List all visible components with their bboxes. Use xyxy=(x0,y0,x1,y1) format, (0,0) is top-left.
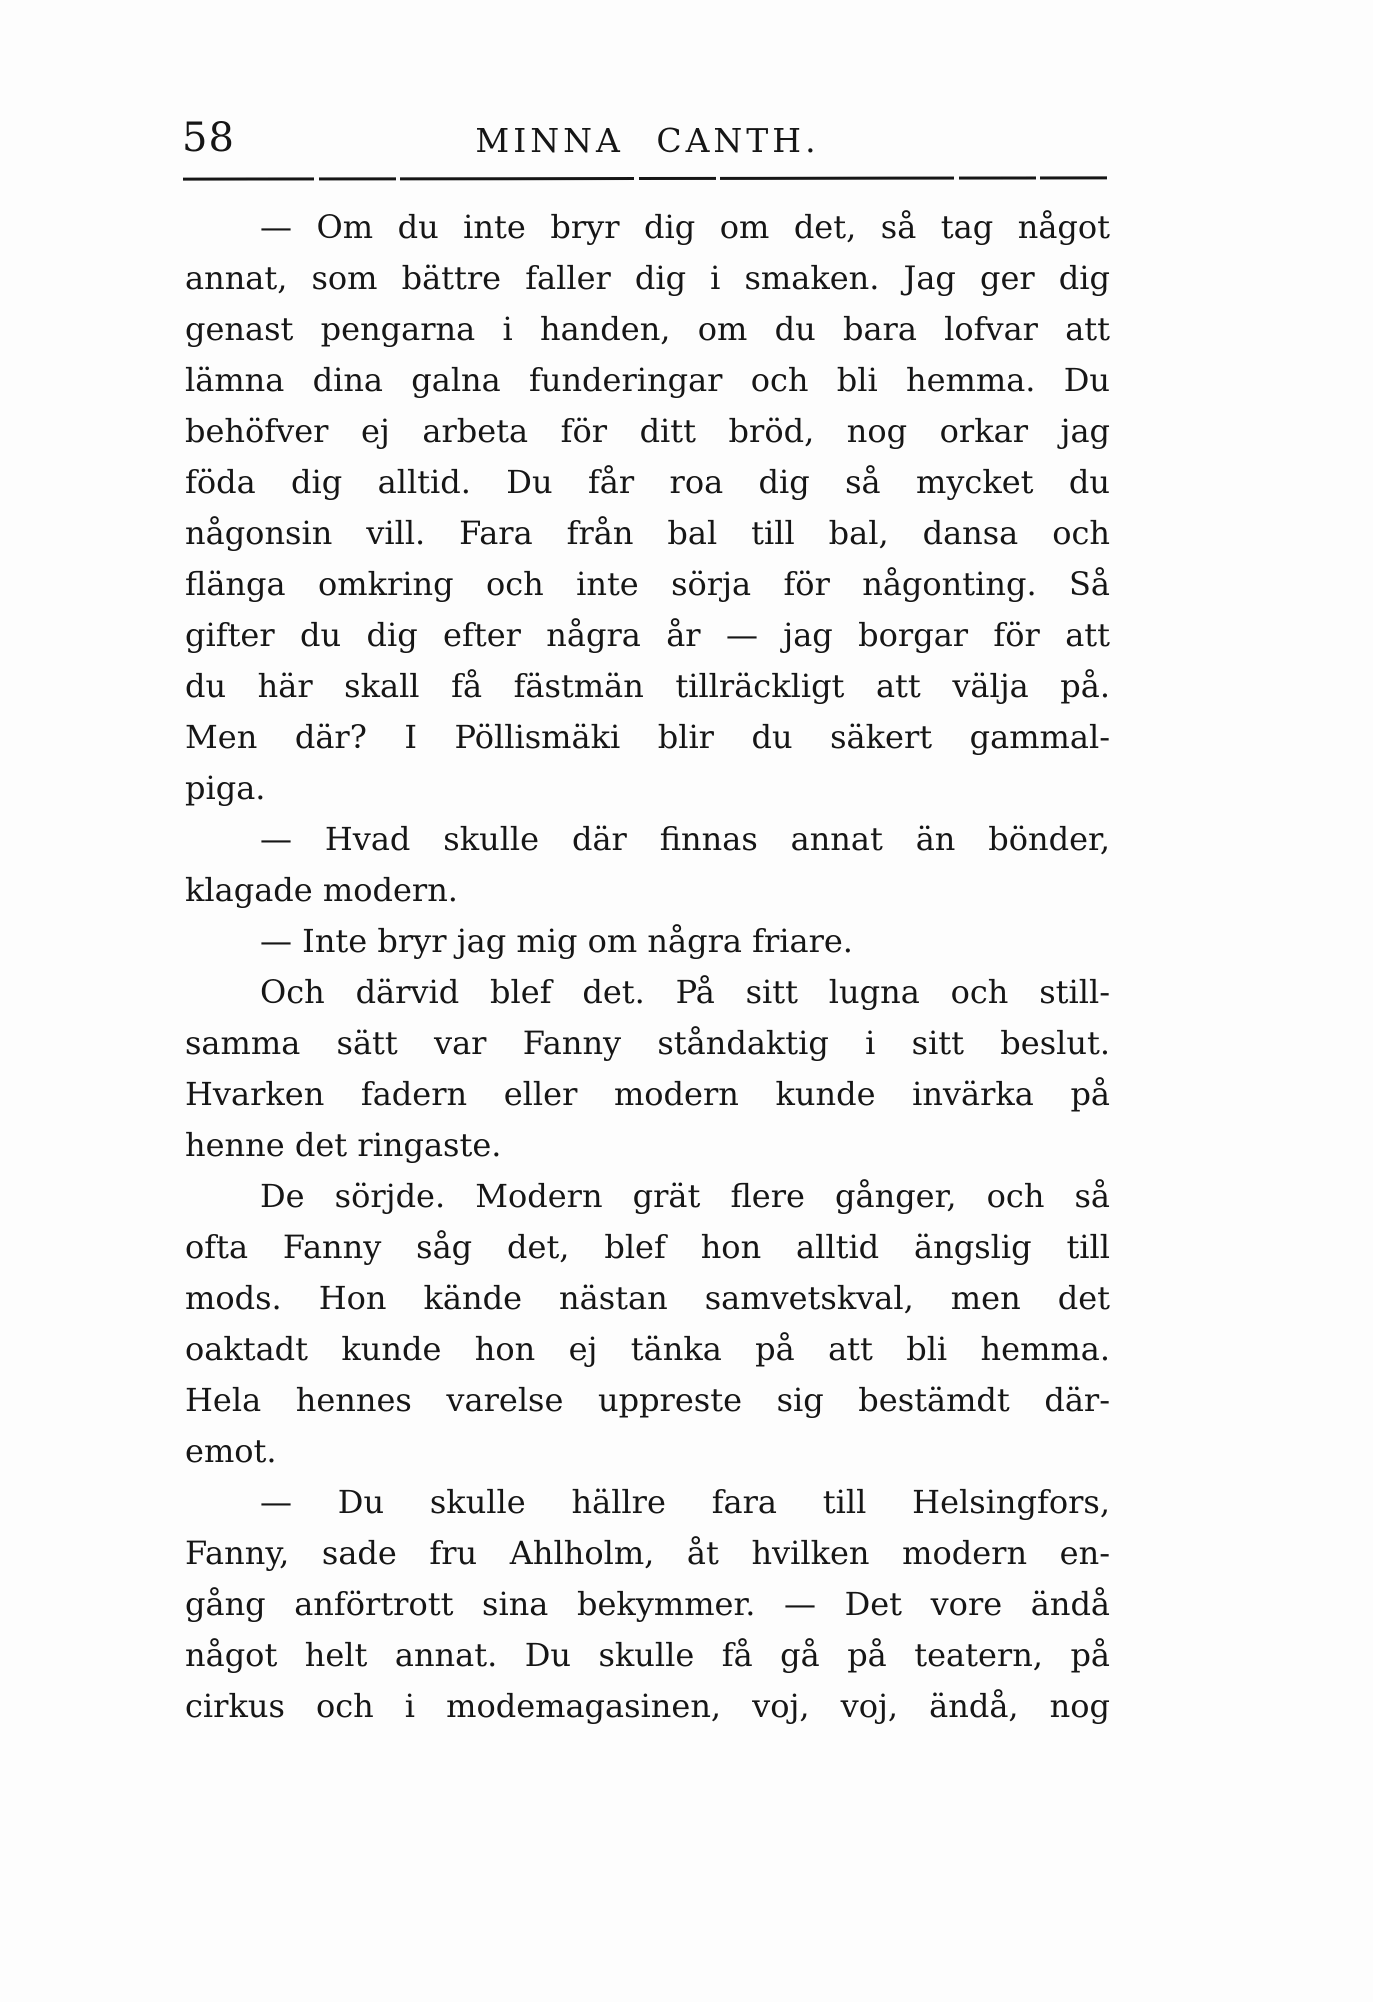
running-title: MINNA CANTH. xyxy=(475,121,820,160)
text-line: emot. xyxy=(185,1432,277,1470)
text-line: genast pengarna i handen, om du bara lofvar att xyxy=(185,310,1110,348)
body-text xyxy=(185,202,1110,1732)
text-line: — Om du inte bryr dig om det, så tag något xyxy=(260,208,1110,246)
header-rule xyxy=(183,176,1107,180)
text-line: — Inte bryr jag mig om några friare. xyxy=(260,922,853,960)
text-line: oaktadt kunde hon ej tänka på att bli hemma. xyxy=(185,1330,1110,1368)
text-line: samma sätt var Fanny ståndaktig i sitt beslut. xyxy=(185,1024,1110,1062)
text-line: — Hvad skulle där finnas annat än bönder, xyxy=(260,820,1110,858)
text-line: annat, som bättre faller dig i smaken. Jag ger dig xyxy=(185,259,1110,297)
text-line: gång anförtrott sina bekymmer. — Det vore ändå xyxy=(185,1585,1110,1623)
text-line: piga. xyxy=(185,769,266,807)
text-line: henne det ringaste. xyxy=(185,1126,502,1164)
text-line: cirkus och i modemagasinen, voj, voj, ändå, nog xyxy=(185,1687,1110,1725)
text-line: mods. Hon kände nästan samvetskval, men det xyxy=(185,1279,1110,1317)
text-line: Hvarken fadern eller modern kunde invärka på xyxy=(185,1075,1110,1113)
text-line: flänga omkring och inte sörja för någonting. Så xyxy=(185,565,1110,603)
text-line: något helt annat. Du skulle få gå på teatern, på xyxy=(185,1636,1110,1674)
text-line: lämna dina galna funderingar och bli hemma. Du xyxy=(185,361,1110,399)
text-line: behöfver ej arbeta för ditt bröd, nog orkar jag xyxy=(185,412,1110,450)
text-line: någonsin vill. Fara från bal till bal, dansa och xyxy=(185,514,1110,552)
text-line: Fanny, sade fru Ahlholm, åt hvilken modern en- xyxy=(185,1534,1110,1572)
page-number: 58 xyxy=(182,115,235,161)
text-line: — Du skulle hällre fara till Helsingfors, xyxy=(260,1483,1110,1521)
text-line: klagade modern. xyxy=(185,871,458,909)
text-line: Och därvid blef det. På sitt lugna och still- xyxy=(260,973,1110,1011)
text-line: ofta Fanny såg det, blef hon alltid ängslig till xyxy=(185,1228,1110,1266)
text-line: gifter du dig efter några år — jag borgar för att xyxy=(185,616,1110,654)
text-line: du här skall få fästmän tillräckligt att välja på. xyxy=(185,667,1110,705)
text-line: föda dig alltid. Du får roa dig så mycket du xyxy=(185,463,1110,501)
text-line: Hela hennes varelse uppreste sig bestämdt där- xyxy=(185,1381,1110,1419)
text-line: Men där? I Pöllismäki blir du säkert gammal- xyxy=(185,718,1110,756)
text-line: De sörjde. Modern grät flere gånger, och så xyxy=(260,1177,1110,1215)
